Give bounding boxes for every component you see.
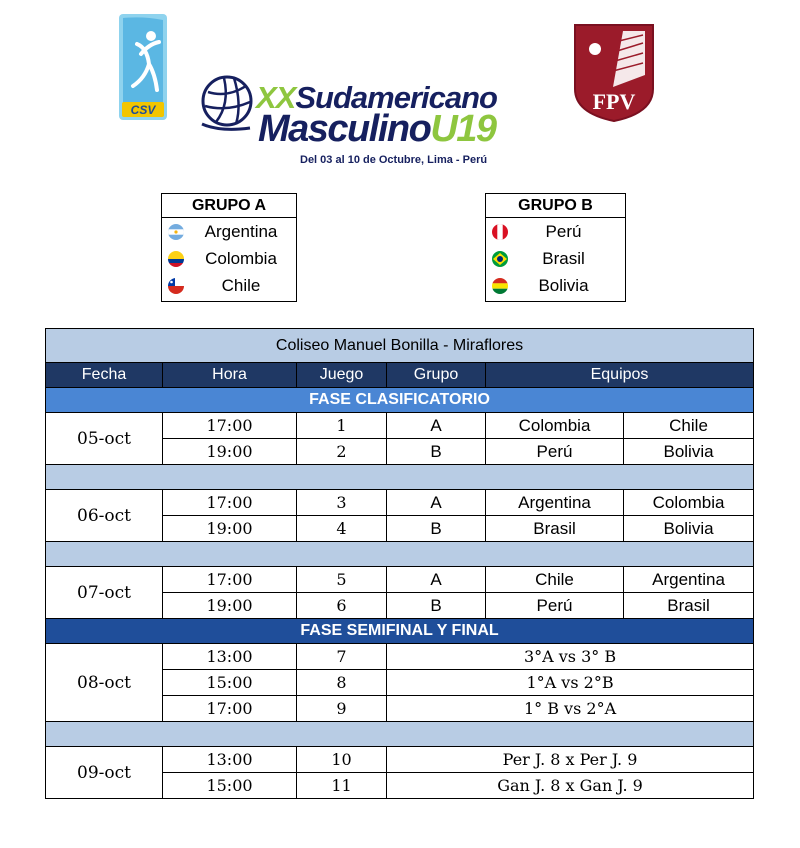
- time-cell: 17:00: [163, 567, 297, 593]
- group-cell: A: [387, 567, 486, 593]
- time-cell: 15:00: [163, 670, 297, 696]
- venue-title: Coliseo Manuel Bonilla - Miraflores: [46, 329, 754, 363]
- fpv-logo-text: FPV: [592, 89, 636, 114]
- group-a-team: Chile: [162, 272, 296, 299]
- group-b-team: Brasil: [486, 245, 625, 272]
- argentina-flag-icon: [168, 224, 184, 240]
- game-cell: 11: [297, 773, 387, 799]
- phase-title: FASE SEMIFINAL Y FINAL: [46, 619, 754, 644]
- away-team-cell: Bolivia: [624, 516, 754, 542]
- csv-logo-text: CSV: [130, 103, 156, 117]
- away-team-cell: Bolivia: [624, 439, 754, 465]
- col-header-juego: Juego: [297, 363, 387, 388]
- game-cell: 1: [297, 413, 387, 439]
- home-team-cell: Argentina: [486, 490, 624, 516]
- phase-row: [46, 388, 754, 413]
- home-team-cell: Colombia: [486, 413, 624, 439]
- event-title-line1: XXSudamericano: [256, 80, 497, 115]
- fpv-logo: [573, 23, 655, 123]
- group-a-box: [161, 193, 297, 302]
- volleyball-icon: [200, 74, 258, 132]
- game-cell: 6: [297, 593, 387, 619]
- group-cell: A: [387, 490, 486, 516]
- group-b-title: GRUPO B: [486, 194, 625, 218]
- group-cell: B: [387, 593, 486, 619]
- phase-row: [46, 619, 754, 644]
- time-cell: 13:00: [163, 644, 297, 670]
- phase-title: FASE CLASIFICATORIO: [46, 388, 754, 413]
- group-b-team: Perú: [486, 218, 625, 245]
- date-cell: 09-oct: [46, 747, 163, 799]
- group-b-box: [485, 193, 626, 302]
- home-team-cell: Chile: [486, 567, 624, 593]
- table-row: [46, 747, 754, 773]
- matchup-cell: Gan J. 8 x Gan J. 9: [387, 773, 754, 799]
- game-cell: 3: [297, 490, 387, 516]
- spacer-row: [46, 722, 754, 747]
- spacer-row: [46, 542, 754, 567]
- matchup-cell: Per J. 8 x Per J. 9: [387, 747, 754, 773]
- table-row: [46, 413, 754, 439]
- brasil-flag-icon: [492, 251, 508, 267]
- table-row: [46, 644, 754, 670]
- col-header-hora: Hora: [163, 363, 297, 388]
- col-header-fecha: Fecha: [46, 363, 163, 388]
- home-team-cell: Brasil: [486, 516, 624, 542]
- time-cell: 19:00: [163, 593, 297, 619]
- col-header-grupo: Grupo: [387, 363, 486, 388]
- time-cell: 17:00: [163, 490, 297, 516]
- game-cell: 7: [297, 644, 387, 670]
- date-cell: 08-oct: [46, 644, 163, 722]
- time-cell: 17:00: [163, 413, 297, 439]
- group-cell: B: [387, 516, 486, 542]
- colombia-flag-icon: [168, 251, 184, 267]
- game-cell: 10: [297, 747, 387, 773]
- col-header-equipos: Equipos: [486, 363, 754, 388]
- table-row: [46, 490, 754, 516]
- group-a-team: Colombia: [162, 245, 296, 272]
- table-header-row: [46, 363, 754, 388]
- matchup-cell: 1°A vs 2°B: [387, 670, 754, 696]
- home-team-cell: Perú: [486, 439, 624, 465]
- venue-row: [46, 329, 754, 363]
- time-cell: 15:00: [163, 773, 297, 799]
- spacer-row: [46, 465, 754, 490]
- date-cell: 06-oct: [46, 490, 163, 542]
- date-cell: 05-oct: [46, 413, 163, 465]
- event-title-line2: MasculinoU19: [258, 108, 496, 150]
- table-row: [46, 567, 754, 593]
- group-a-team: Argentina: [162, 218, 296, 245]
- group-b-team: Bolivia: [486, 272, 625, 299]
- csv-logo: [119, 14, 167, 120]
- matchup-cell: 1° B vs 2°A: [387, 696, 754, 722]
- time-cell: 17:00: [163, 696, 297, 722]
- event-dates: Del 03 al 10 de Octubre, Lima - Perú: [300, 154, 488, 166]
- game-cell: 8: [297, 670, 387, 696]
- chile-flag-icon: [168, 278, 184, 294]
- time-cell: 19:00: [163, 516, 297, 542]
- time-cell: 13:00: [163, 747, 297, 773]
- away-team-cell: Chile: [624, 413, 754, 439]
- away-team-cell: Brasil: [624, 593, 754, 619]
- time-cell: 19:00: [163, 439, 297, 465]
- group-cell: A: [387, 413, 486, 439]
- game-cell: 5: [297, 567, 387, 593]
- event-logo: [200, 74, 560, 174]
- game-cell: 2: [297, 439, 387, 465]
- home-team-cell: Perú: [486, 593, 624, 619]
- matchup-cell: 3°A vs 3° B: [387, 644, 754, 670]
- group-cell: B: [387, 439, 486, 465]
- away-team-cell: Argentina: [624, 567, 754, 593]
- date-cell: 07-oct: [46, 567, 163, 619]
- game-cell: 4: [297, 516, 387, 542]
- peru-flag-icon: [492, 224, 508, 240]
- bolivia-flag-icon: [492, 278, 508, 294]
- group-a-title: GRUPO A: [162, 194, 296, 218]
- game-cell: 9: [297, 696, 387, 722]
- schedule-table: [45, 328, 754, 799]
- away-team-cell: Colombia: [624, 490, 754, 516]
